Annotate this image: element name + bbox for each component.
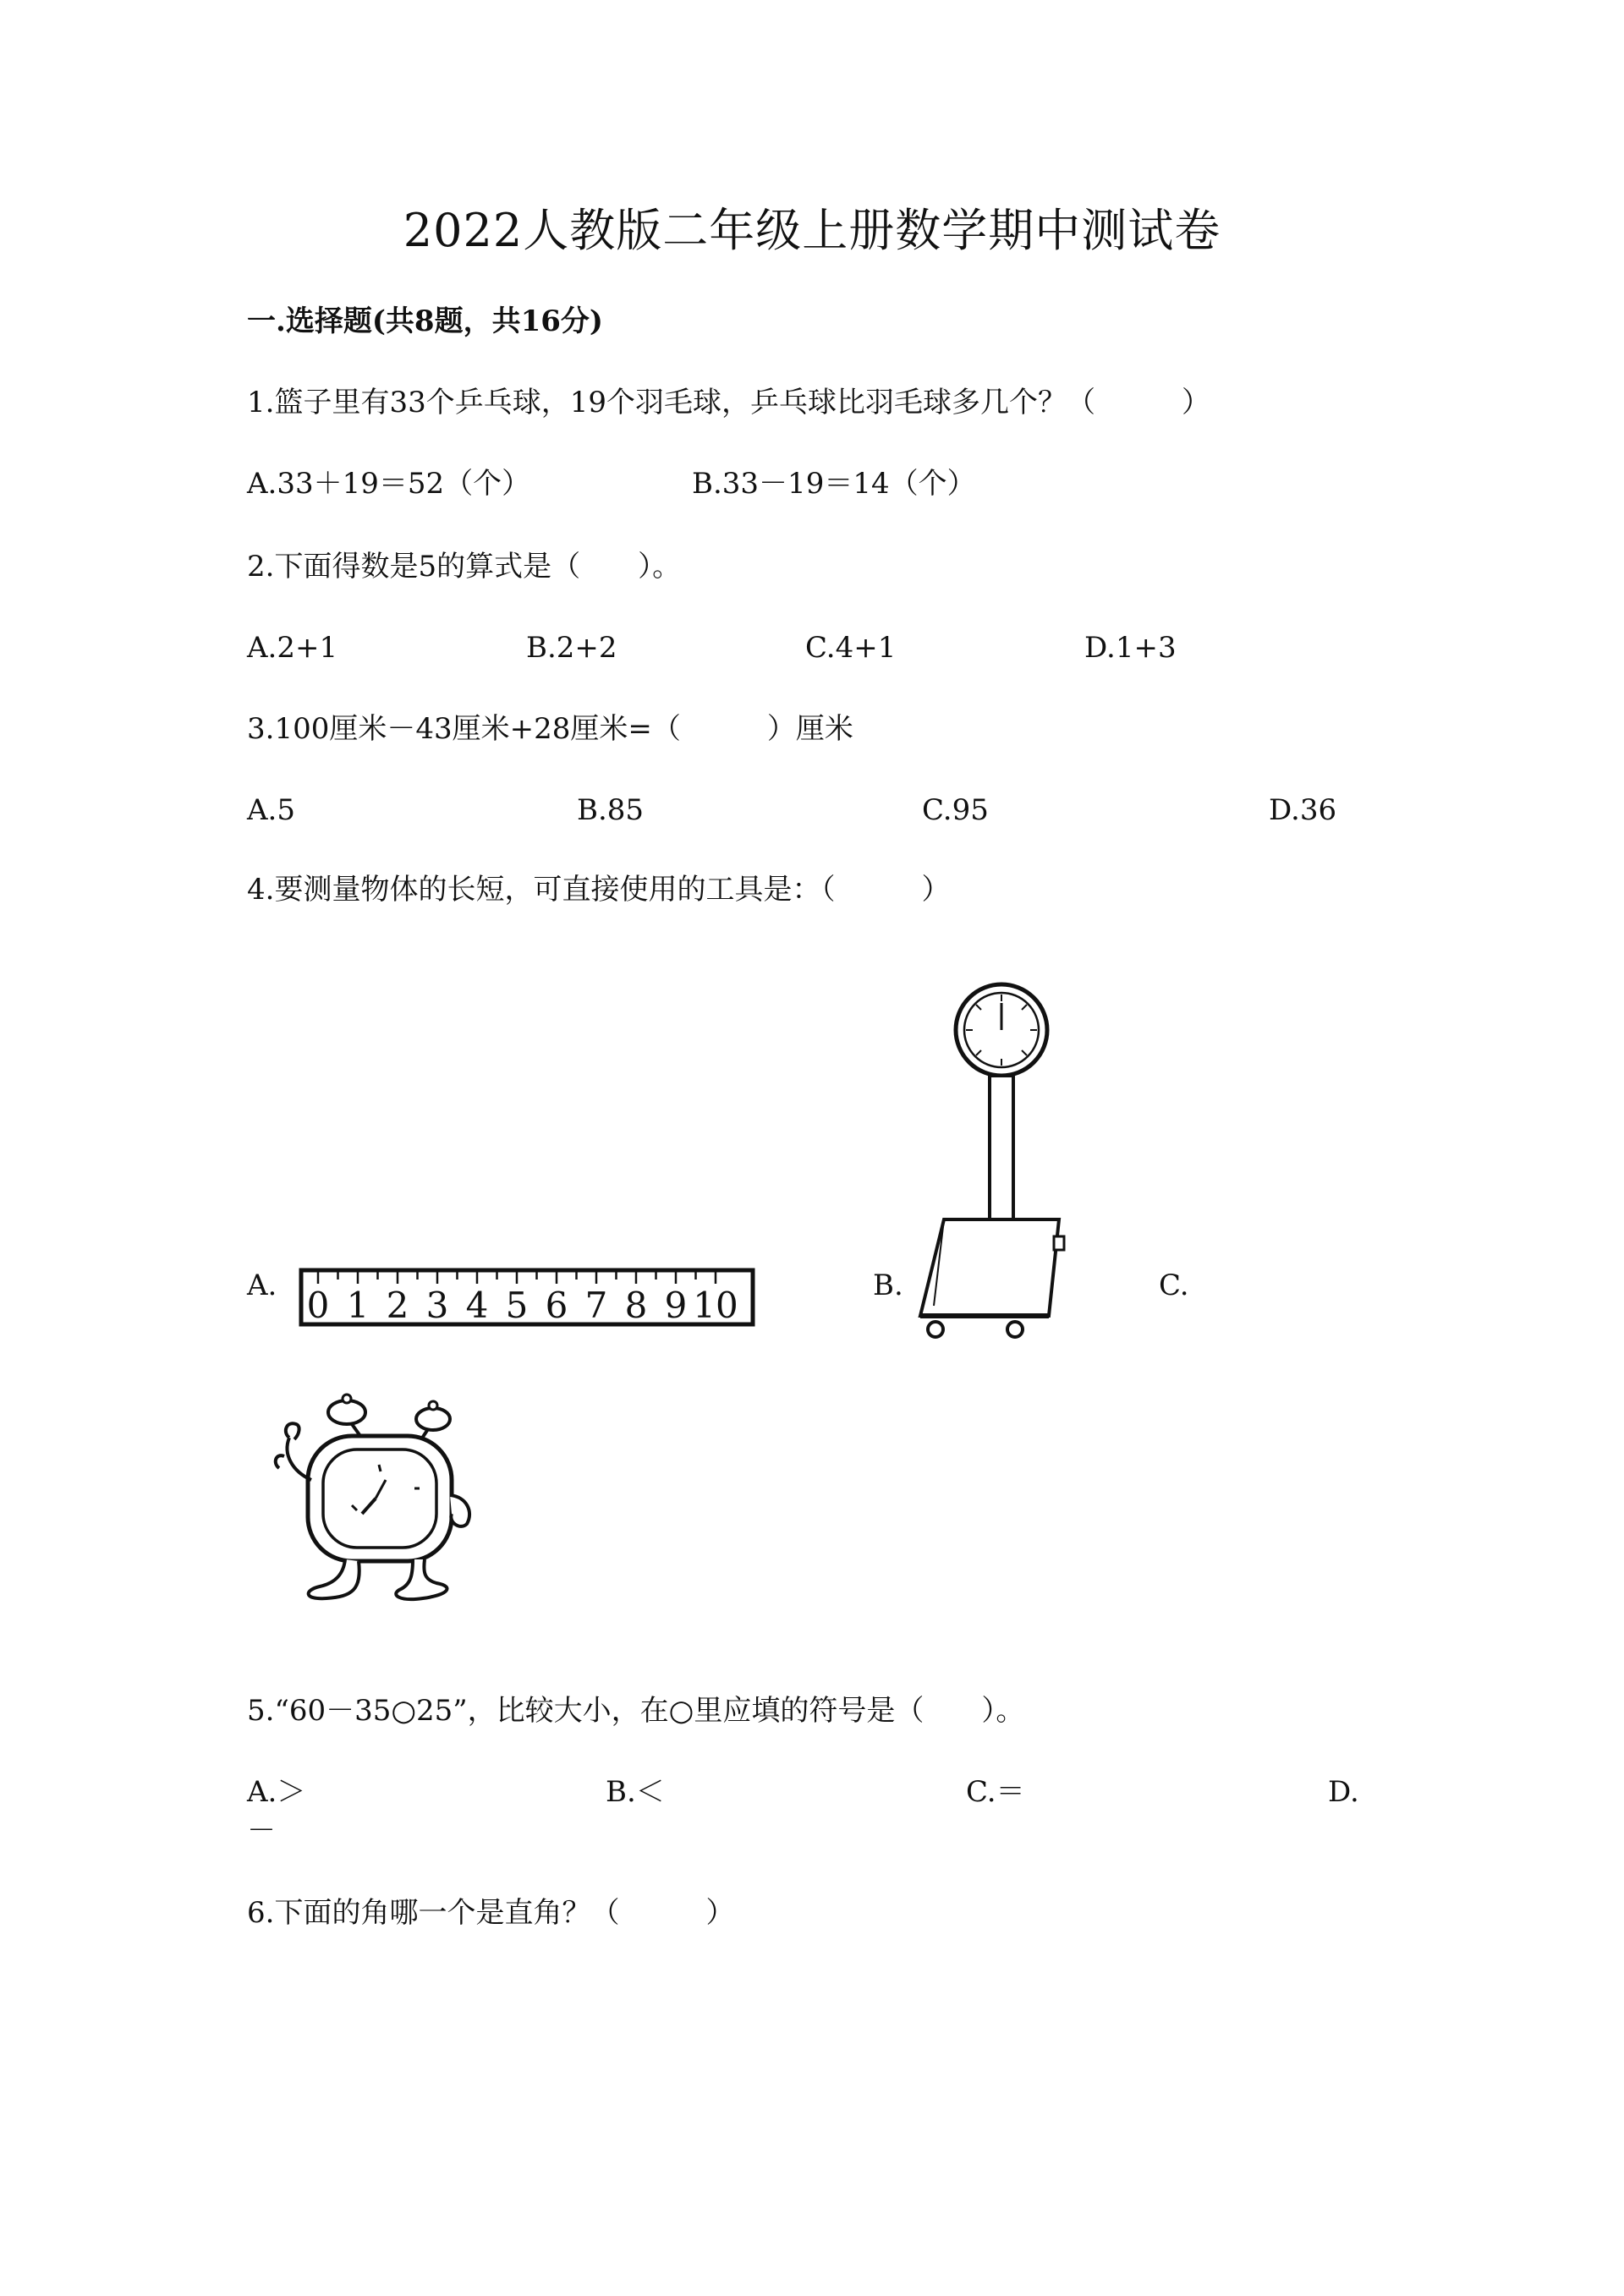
alarm-clock-image xyxy=(267,1387,487,1607)
question-5-option-a: A.＞ xyxy=(247,1775,306,1809)
ruler-image xyxy=(299,1269,756,1328)
question-5-option-b: B.＜ xyxy=(606,1775,665,1809)
question-4-option-c: C. xyxy=(1159,1269,1189,1302)
question-4-stem: 4.要测量物体的长短，可直接使用的工具是：（ ） xyxy=(247,873,951,907)
ruler-digit: 7 xyxy=(584,1285,608,1326)
question-1-option-b: B.33－19＝14（个） xyxy=(692,467,976,501)
ruler-digit: 5 xyxy=(505,1285,529,1326)
ruler-digit: 10 xyxy=(693,1285,738,1326)
question-3-option-a: A.5 xyxy=(247,793,295,827)
question-5-option-c: C.＝ xyxy=(966,1775,1025,1809)
ruler-digit: 8 xyxy=(624,1285,648,1326)
ruler-digit: 0 xyxy=(306,1285,330,1326)
question-2-option-c: C.4+1 xyxy=(805,631,897,665)
question-3-stem: 3.100厘米－43厘米+28厘米=（ ）厘米 xyxy=(247,712,853,746)
question-5-option-d-wrap: － xyxy=(247,1814,276,1848)
ruler-digit: 4 xyxy=(465,1285,489,1326)
ruler-digit: 9 xyxy=(664,1285,688,1326)
question-3-option-c: C.95 xyxy=(922,793,989,827)
question-1-stem: 1.篮子里有33个乒乓球，19个羽毛球，乒乓球比羽毛球多几个？（ ） xyxy=(247,386,1210,419)
section-heading: 一.选择题(共8题，共16分) xyxy=(247,304,603,338)
question-1-option-a: A.33＋19＝52（个） xyxy=(247,467,531,501)
platform-scale-image xyxy=(915,981,1067,1345)
ruler-digit: 2 xyxy=(386,1285,409,1326)
question-6-stem: 6.下面的角哪一个是直角？（ ） xyxy=(247,1896,735,1930)
question-5-option-d: D. xyxy=(1328,1775,1359,1809)
ruler-digit: 1 xyxy=(346,1285,370,1326)
ruler-digit: 6 xyxy=(545,1285,568,1326)
question-2-option-d: D.1+3 xyxy=(1084,631,1177,665)
question-2-stem: 2.下面得数是5的算式是（ ）。 xyxy=(247,550,682,584)
question-3-option-d: D.36 xyxy=(1269,793,1337,827)
page-title: 2022人教版二年级上册数学期中测试卷 xyxy=(403,204,1221,257)
question-4-option-a: A. xyxy=(247,1269,277,1302)
question-4-option-b: B. xyxy=(873,1269,903,1302)
question-5-stem: 5.“60－35○25”，比较大小，在○里应填的符号是（ ）。 xyxy=(247,1694,1025,1728)
ruler-digit: 3 xyxy=(425,1285,449,1326)
question-3-option-b: B.85 xyxy=(577,793,645,827)
question-2-option-b: B.2+2 xyxy=(526,631,617,665)
question-2-option-a: A.2+1 xyxy=(247,631,338,665)
